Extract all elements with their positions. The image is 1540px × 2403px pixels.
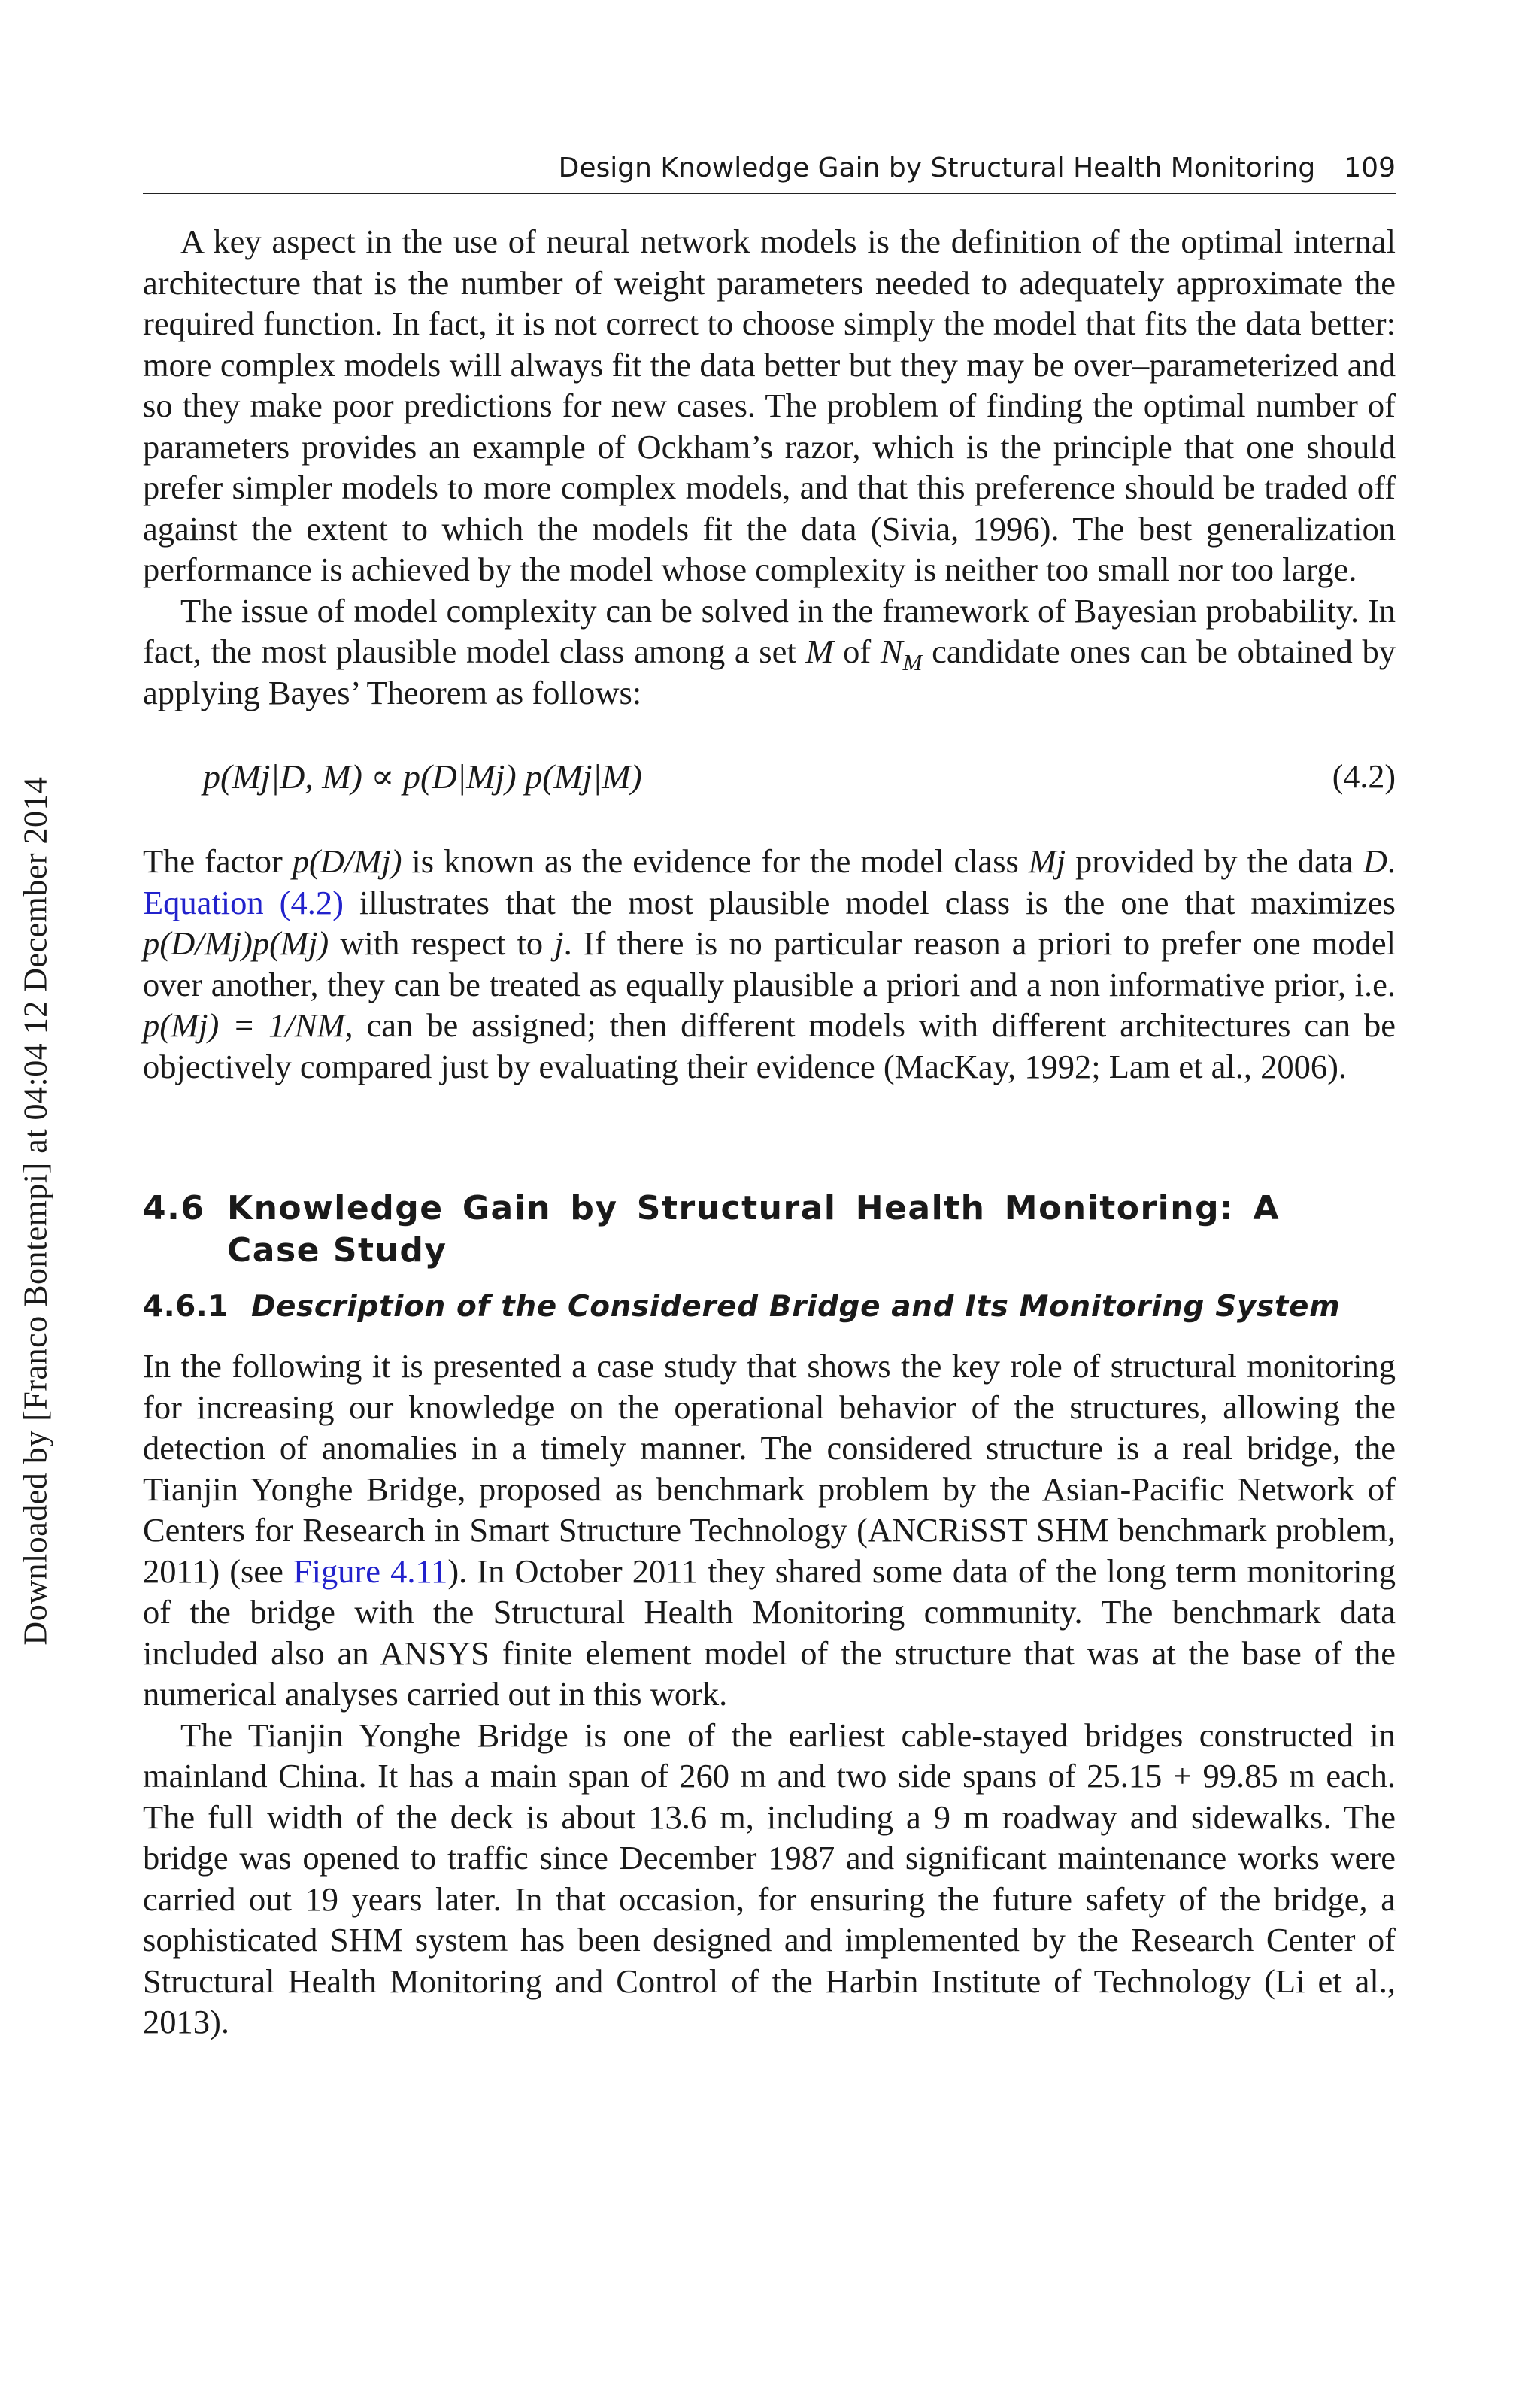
section-title: Knowledge Gain by Structural Health Monitoring: A Case Study bbox=[227, 1189, 1280, 1270]
text-run: is known as the evidence for the model class bbox=[402, 842, 1029, 880]
equation-link[interactable]: Equation (4.2) bbox=[143, 883, 344, 921]
paragraph-bridge-description: The Tianjin Yonghe Bridge is one of the earliest cable-stayed bridges constructed in mainland China. It has a main span of 260 m and two side spans of 25.15 + 99.85 m each. The full width of the deck is about 13.6 m, including a 9 m roadway and sidewalks. The bridge was opened to traffic since December 1987 and significant maintenance works were carried out 19 years later. In that occasion, for ensuring the future safety of the bridge, a sophisticated SHM system has been designed and implemented by the Research Center of Structural Health Monitoring and Control of the Harbin Institute of Technology (Li et al., 2013). bbox=[143, 1716, 1396, 2040]
text-run: of bbox=[833, 633, 881, 670]
math-base: N bbox=[880, 633, 903, 670]
download-watermark-text: Downloaded by [Franco Bontempi] at 04:04 12 December 2014 bbox=[17, 776, 54, 1646]
subsection-number: 4.6.1 bbox=[143, 1290, 229, 1324]
subsection-title: Description of the Considered Bridge and Its Monitoring System bbox=[251, 1290, 1341, 1324]
math-symbol bbox=[880, 633, 923, 675]
math-symbol: D bbox=[1363, 842, 1387, 880]
paragraph-case-study bbox=[143, 1346, 1396, 1715]
figure-link[interactable]: Figure 4.11 bbox=[293, 1552, 448, 1590]
paragraph-neural-network: A key aspect in the use of neural network models is the definition of the optimal internal architecture that is the number of weight parameters needed to adequately approximate the required function. In fact, it is not correct to choose simply the model that fits the data better: more complex models will always fit the data better but they may be over–parameterized and so they make poor predictions for new cases. The problem of finding the optimal number of parameters provides an example of Ockham’s razor, which is the principle that one should prefer simpler models to more complex models, and that this preference should be traded off against the extent to which the models fit the data (Sivia, 1996). The best generalization performance is achieved by the model whose complexity is neither too small nor too large. bbox=[143, 223, 1396, 588]
equation-formula: p(Mj|D, M) ∝ p(D|Mj) p(Mj|M) bbox=[203, 757, 642, 796]
text-run: . bbox=[1387, 842, 1396, 880]
equation-4-2 bbox=[143, 713, 1396, 841]
equation-number: (4.2) bbox=[1332, 757, 1396, 795]
math-symbol: j bbox=[554, 924, 564, 962]
running-header bbox=[143, 143, 1396, 194]
text-run: . If there is no particular reason a priori to prefer one model over another, they can be treated as equally plausible a priori and a non informative prior, i.e. bbox=[143, 924, 1396, 1003]
text-run: illustrates that the most plausible model class is the one that maximizes bbox=[343, 883, 1396, 921]
text-run: The issue of model complexity can be solved in the framework of Bayesian probability. In fact, the most plausible model class among a set bbox=[143, 591, 1396, 670]
running-title: Design Knowledge Gain by Structural Health Monitoring bbox=[558, 152, 1316, 184]
page-body bbox=[143, 221, 1396, 2043]
math-expression: p(D/Mj)p(Mj) bbox=[143, 924, 329, 962]
paragraph-evidence bbox=[143, 841, 1396, 1087]
math-expression: p(Mj) = 1/NM bbox=[143, 1006, 345, 1044]
text-run: with respect to bbox=[329, 924, 555, 962]
text-run: ). In October 2011 they shared some data of the long term monitoring of the bridge with the Structural Health Monitoring community. The benchmark data included also an ANSYS finite element model of the structure that was at the base of the numerical analyses carried out in this work. bbox=[143, 1552, 1396, 1713]
section-heading bbox=[143, 1188, 1396, 1272]
text-run: candidate ones can be obtained by applying Bayes’ Theorem as follows: bbox=[143, 633, 1396, 711]
math-symbol: M bbox=[805, 633, 834, 670]
math-subscript: M bbox=[902, 648, 923, 675]
paragraph-model-complexity bbox=[143, 590, 1396, 714]
page-number: 109 bbox=[1344, 152, 1396, 184]
text-run: , can be assigned; then different models with different architectures can be objectively compared just by evaluating their evidence (MacKay, 1992; Lam et al., 2006). bbox=[143, 1006, 1396, 1085]
text-run: The factor bbox=[143, 842, 293, 880]
subsection-heading bbox=[143, 1288, 1396, 1326]
text-run: In the following it is presented a case study that shows the key role of structural monitoring for increasing our knowledge on the operational behavior of the structures, allowing the detection of anomalies in a timely manner. The considered structure is a real bridge, the Tianjin Yonghe Bridge, proposed as benchmark problem by the Asian-Pacific Network of Centers for Research in Smart Structure Technology (ANCRiSST SHM benchmark problem, 2011) (see bbox=[143, 1347, 1396, 1590]
math-symbol: Mj bbox=[1028, 842, 1066, 880]
math-expression: p(D/Mj) bbox=[292, 842, 402, 880]
section-number: 4.6 bbox=[143, 1189, 205, 1227]
text-run: provided by the data bbox=[1066, 842, 1363, 880]
download-watermark bbox=[9, 767, 62, 1655]
